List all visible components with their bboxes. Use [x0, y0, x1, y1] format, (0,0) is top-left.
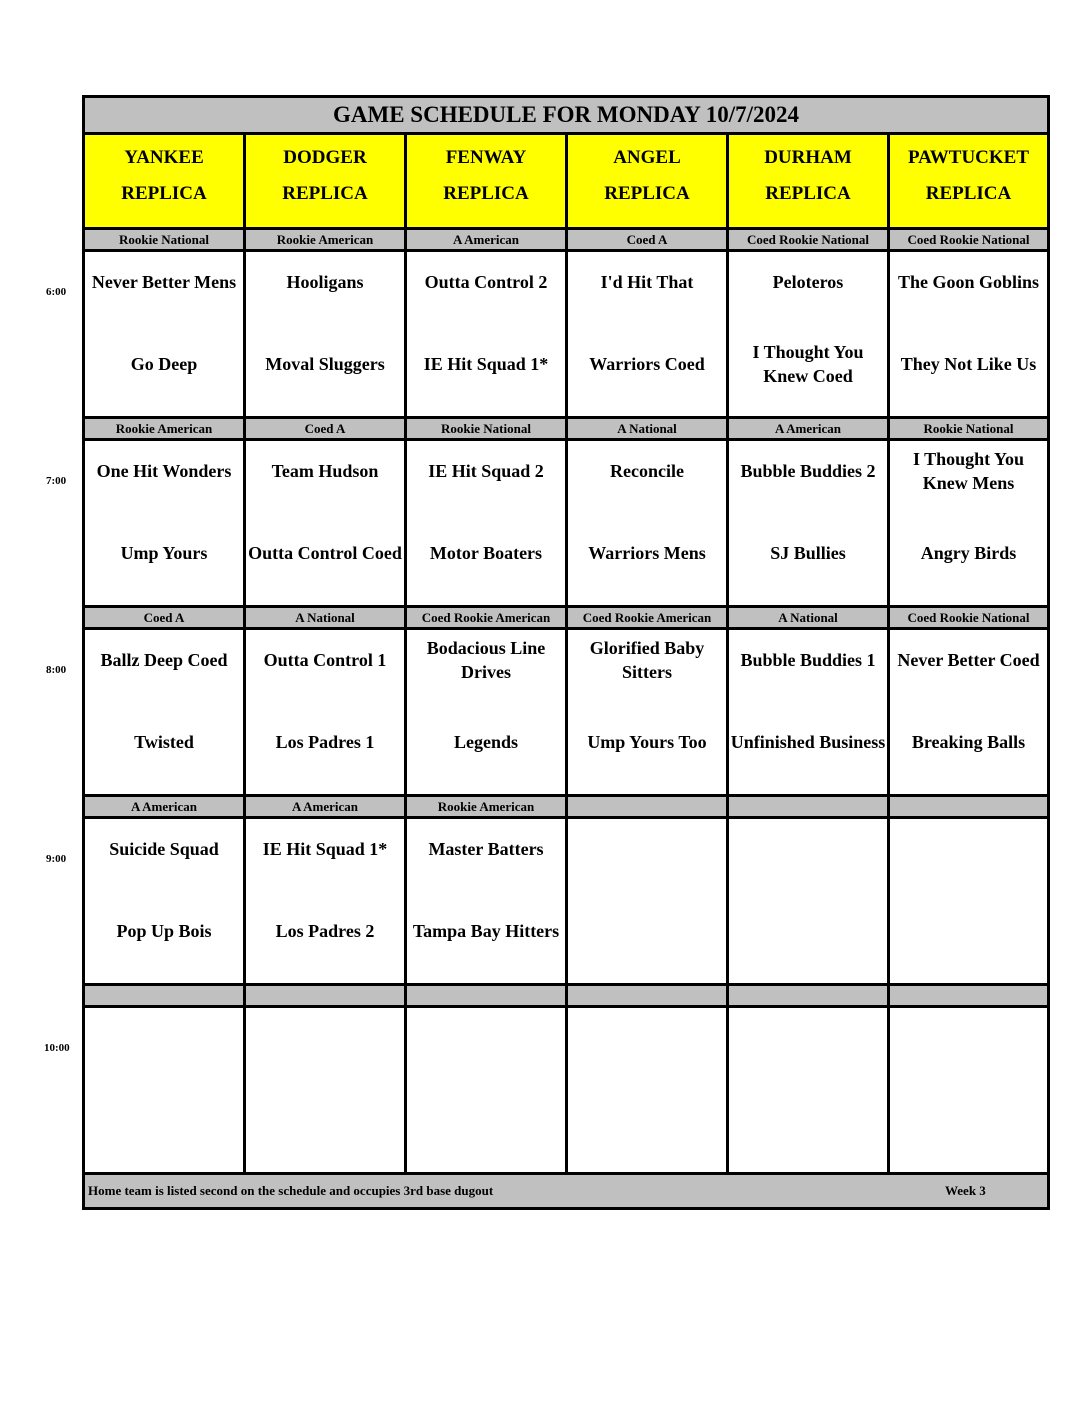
- home-team: Los Padres 1: [275, 732, 375, 752]
- field-name: DODGER: [283, 147, 367, 168]
- division-label: Rookie American: [246, 230, 407, 249]
- home-team: Legends: [453, 732, 518, 752]
- schedule-footer: [85, 1175, 1047, 1207]
- field-header: [85, 135, 246, 227]
- time-label: 9:00: [46, 853, 67, 865]
- division-label: [890, 986, 1047, 1005]
- field-name: PAWTUCKET: [907, 147, 1030, 168]
- game-cell: [85, 819, 246, 983]
- time-label: 8:00: [46, 664, 67, 676]
- field-name: YANKEE: [124, 147, 204, 168]
- game-cell: [890, 1008, 1047, 1172]
- time-label: 10:00: [44, 1042, 70, 1054]
- away-team: Never Better Coed: [897, 650, 1040, 670]
- game-cell: [85, 441, 246, 605]
- game-cell: [246, 630, 407, 794]
- home-team: I Thought You Knew Coed: [752, 342, 864, 386]
- home-team: Unfinished Business: [730, 732, 886, 752]
- home-team: Motor Boaters: [429, 543, 543, 563]
- division-label: Coed Rookie American: [407, 608, 568, 627]
- away-team: I'd Hit That: [600, 272, 694, 292]
- division-label: Coed Rookie National: [729, 230, 890, 249]
- game-cell: [85, 1008, 246, 1172]
- field-header: [407, 135, 568, 227]
- home-team: Warriors Mens: [588, 543, 706, 563]
- game-cell: [729, 252, 890, 416]
- home-team: Ump Yours: [120, 543, 208, 563]
- game-cell: [246, 1008, 407, 1172]
- division-label: Coed A: [568, 230, 729, 249]
- away-team: One Hit Wonders: [96, 461, 232, 481]
- field-name: DURHAM: [764, 147, 852, 168]
- field-subtitle: REPLICA: [765, 183, 851, 204]
- time-column: [0, 0, 82, 1408]
- away-team: The Goon Goblins: [897, 272, 1040, 292]
- division-label: Coed Rookie American: [568, 608, 729, 627]
- field-subtitle: REPLICA: [925, 183, 1012, 204]
- away-team: Bubble Buddies 1: [740, 650, 876, 670]
- home-team: SJ Bullies: [770, 543, 846, 563]
- field-name: ANGEL: [613, 147, 681, 168]
- division-label: A American: [246, 797, 407, 816]
- division-label: Rookie National: [407, 419, 568, 438]
- game-cell: [890, 441, 1047, 605]
- away-team: Reconcile: [610, 461, 684, 481]
- game-cell: [729, 1008, 890, 1172]
- division-label: Coed Rookie National: [890, 608, 1047, 627]
- game-cell: [568, 441, 729, 605]
- schedule-title: GAME SCHEDULE FOR MONDAY 10/7/2024: [85, 98, 1047, 135]
- away-team: Bubble Buddies 2: [740, 461, 876, 481]
- home-team: Tampa Bay Hitters: [412, 921, 560, 941]
- game-row: [85, 441, 1047, 608]
- home-team: Twisted: [134, 732, 194, 752]
- division-row: [85, 419, 1047, 441]
- game-cell: [85, 630, 246, 794]
- division-row: [85, 797, 1047, 819]
- home-team: Go Deep: [130, 354, 198, 374]
- game-row: [85, 252, 1047, 419]
- field-header-row: [85, 135, 1047, 230]
- game-cell: [568, 252, 729, 416]
- away-team: Never Better Mens: [91, 272, 237, 292]
- away-team: Glorified Baby Sitters: [589, 638, 705, 682]
- away-team: Hooligans: [286, 272, 364, 292]
- division-label: Rookie American: [407, 797, 568, 816]
- division-label: A National: [568, 419, 729, 438]
- home-team: Warriors Coed: [589, 354, 705, 374]
- away-team: Suicide Squad: [109, 839, 219, 859]
- away-team: Team Hudson: [271, 461, 379, 481]
- game-cell: [568, 630, 729, 794]
- division-row: [85, 986, 1047, 1008]
- game-cell: [890, 252, 1047, 416]
- field-subtitle: REPLICA: [604, 183, 690, 204]
- division-row: [85, 230, 1047, 252]
- game-row: [85, 630, 1047, 797]
- division-label: [568, 797, 729, 816]
- field-header: [246, 135, 407, 227]
- division-label: [407, 986, 568, 1005]
- home-team: Moval Sluggers: [265, 354, 385, 374]
- division-label: A American: [407, 230, 568, 249]
- division-label: Coed A: [85, 608, 246, 627]
- game-cell: [246, 441, 407, 605]
- division-label: Rookie National: [890, 419, 1047, 438]
- schedule-table: [82, 95, 1050, 1210]
- time-label: 7:00: [46, 475, 67, 487]
- division-label: A American: [85, 797, 246, 816]
- week-label: Week 3: [945, 1183, 986, 1198]
- field-subtitle: REPLICA: [121, 183, 207, 204]
- division-label: [246, 986, 407, 1005]
- away-team: Ballz Deep Coed: [100, 650, 228, 670]
- away-team: I Thought You Knew Mens: [912, 449, 1025, 493]
- away-team: Master Batters: [428, 839, 544, 859]
- game-cell: [407, 1008, 568, 1172]
- game-cell: [890, 630, 1047, 794]
- division-label: [729, 986, 890, 1005]
- field-subtitle: REPLICA: [443, 183, 529, 204]
- game-cell: [407, 252, 568, 416]
- away-team: Outta Control 1: [263, 650, 387, 670]
- home-team: Angry Birds: [920, 543, 1017, 563]
- division-row: [85, 608, 1047, 630]
- time-label: 6:00: [46, 286, 67, 298]
- away-team: IE Hit Squad 2: [428, 461, 544, 481]
- game-cell: [568, 819, 729, 983]
- game-row: [85, 819, 1047, 986]
- division-label: [729, 797, 890, 816]
- game-row: [85, 1008, 1047, 1175]
- home-team: IE Hit Squad 1*: [423, 354, 549, 374]
- away-team: Peloteros: [772, 272, 844, 292]
- division-label: A American: [729, 419, 890, 438]
- division-label: A National: [246, 608, 407, 627]
- field-header: [890, 135, 1047, 227]
- game-cell: [729, 441, 890, 605]
- division-label: Coed Rookie National: [890, 230, 1047, 249]
- division-label: [568, 986, 729, 1005]
- division-label: A National: [729, 608, 890, 627]
- home-team: Los Padres 2: [275, 921, 375, 941]
- game-cell: [85, 252, 246, 416]
- field-header: [568, 135, 729, 227]
- game-cell: [246, 819, 407, 983]
- division-label: [85, 986, 246, 1005]
- home-team: They Not Like Us: [900, 354, 1037, 374]
- away-team: Bodacious Line Drives: [426, 638, 546, 682]
- field-name: FENWAY: [445, 147, 527, 168]
- game-cell: [246, 252, 407, 416]
- game-cell: [407, 819, 568, 983]
- division-label: [890, 797, 1047, 816]
- game-cell: [890, 819, 1047, 983]
- game-cell: [729, 630, 890, 794]
- game-cell: [729, 819, 890, 983]
- game-cell: [407, 630, 568, 794]
- division-label: Coed A: [246, 419, 407, 438]
- field-header: [729, 135, 890, 227]
- game-cell: [407, 441, 568, 605]
- home-team: Outta Control Coed: [248, 543, 402, 563]
- home-team: Pop Up Bois: [116, 921, 212, 941]
- home-team: Ump Yours Too: [587, 732, 707, 752]
- field-subtitle: REPLICA: [282, 183, 368, 204]
- footer-note: Home team is listed second on the schedule and occupies 3rd base dugout: [88, 1183, 494, 1198]
- division-label: Rookie American: [85, 419, 246, 438]
- away-team: Outta Control 2: [424, 272, 548, 292]
- away-team: IE Hit Squad 1*: [262, 839, 388, 859]
- game-cell: [568, 1008, 729, 1172]
- division-label: Rookie National: [85, 230, 246, 249]
- home-team: Breaking Balls: [911, 732, 1026, 752]
